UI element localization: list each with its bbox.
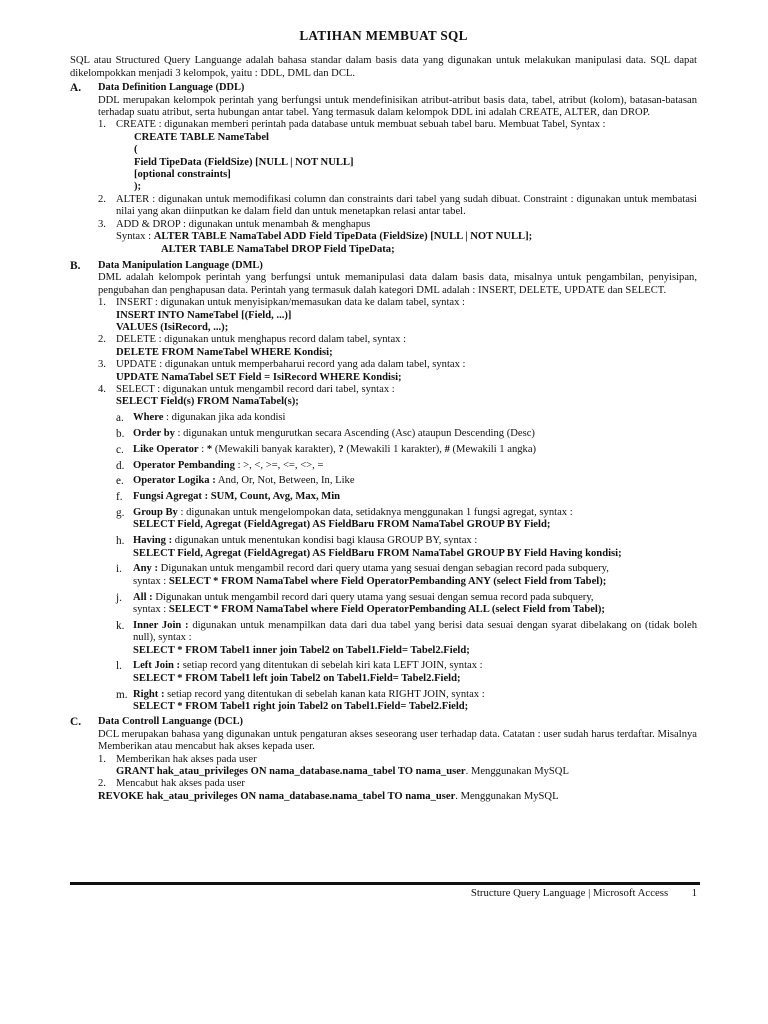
sub-item-text: (Mewakili 1 karakter),: [343, 443, 445, 455]
sub-item-text: :: [198, 443, 207, 455]
intro-paragraph: SQL atau Structured Query Languange adalah bahasa standar dalam basis data yang digunakan untuk melakukan manipulasi data. SQL dapat dikelompokkan menjadi 3 kelompok, yaitu : DDL, DML dan DCL.: [70, 55, 697, 79]
sub-item-letter: k.: [116, 619, 125, 632]
sub-item-text: : >, <, >=, <=, <>, =: [234, 459, 324, 471]
section-dcl: [70, 716, 697, 803]
list-item-grant: [98, 754, 697, 779]
sub-item-text: And, Or, Not, Between, In, Like: [215, 475, 355, 487]
keyword: Operator Logika :: [133, 475, 216, 487]
footer-text: Structure Query Language | Microsoft Access: [470, 887, 669, 899]
page-footer: [70, 887, 697, 899]
sub-item-text: digunakan untuk menentukan kondisi bagi klausa GROUP BY, syntax :: [172, 535, 478, 547]
sub-item-right-join: [116, 689, 697, 714]
sub-item-letter: a.: [116, 412, 124, 425]
section-letter: C.: [70, 716, 82, 729]
item-text: Mencabut hak akses pada user: [116, 778, 245, 790]
item-text: . Menggunakan MySQL: [455, 790, 559, 802]
code-line: SELECT Field(s) FROM NamaTabel(s);: [116, 396, 299, 408]
wildcard: *: [206, 443, 213, 455]
item-number: 2.: [98, 778, 106, 790]
sub-item-text: : digunakan jika ada kondisi: [163, 412, 286, 424]
section-description: DDL merupakan kelompok perintah yang berfungsi untuk mendefinisikan atribut-atribut basis data, tabel, atribut (kolom), batasan-batasan terhadap suatu atribut, serta hubungan antar tabel. Yang termasuk dalam kelompok DDL ini adalah CREATE, ALTER, dan DROP.: [98, 94, 697, 119]
wildcard: ?: [338, 443, 344, 455]
sub-item-letter: i.: [116, 563, 122, 576]
code-line: [optional constraints]: [134, 169, 231, 181]
item-text: ALTER : digunakan untuk memodifikasi column dan constraints dari tabel yang sudah dibuat. Constraint : digunakan untuk membatasi nilai yang akan diinputkan ke dalam field dan untuk menetapkan relasi antar tabel.: [116, 193, 697, 218]
sub-item-text: syntax :: [133, 603, 169, 615]
item-text: ADD & DROP : digunakan untuk menambah & menghapus: [116, 218, 371, 230]
code-line: (: [134, 144, 138, 156]
code-line: VALUES (IsiRecord, ...);: [116, 321, 229, 333]
wildcard: #: [444, 443, 450, 455]
list-item-update: [98, 359, 697, 384]
item-text: INSERT : digunakan untuk menyisipkan/memasukan data ke dalam tabel, syntax :: [116, 297, 465, 309]
item-text: . Menggunakan MySQL: [465, 766, 569, 778]
item-number: 4.: [98, 383, 106, 395]
sub-item-text: syntax :: [133, 575, 169, 587]
footer-divider: [70, 882, 700, 885]
keyword: Operator Pembanding: [133, 459, 235, 471]
list-item-insert: [98, 297, 697, 334]
code-line: INSERT INTO NameTabel [(Field, ...)]: [116, 309, 292, 321]
sub-item-text: (Mewakili banyak karakter),: [212, 443, 339, 455]
item-number: 3.: [98, 359, 106, 371]
code-line: SELECT * FROM NamaTabel where Field OperatorPembanding ANY (select Field from Tabel);: [168, 575, 607, 587]
page-number: 1: [691, 887, 697, 899]
sub-item-letter: h.: [116, 535, 125, 548]
item-number: 2.: [98, 193, 106, 205]
code-line: REVOKE hak_atau_privileges ON nama_database.nama_tabel TO nama_user: [98, 790, 456, 802]
item-text: UPDATE : digunakan untuk memperbaharui record yang ada dalam tabel, syntax :: [116, 359, 466, 371]
sub-item-text: (Mewakili 1 angka): [449, 443, 537, 455]
list-item-delete: [98, 334, 697, 359]
keyword: Like Operator: [133, 443, 199, 455]
syntax-label: Syntax :: [116, 231, 152, 243]
sub-item-letter: c.: [116, 443, 124, 456]
code-line: SELECT * FROM Tabel1 left join Tabel2 on Tabel1.Field= Tabel2.Field;: [133, 672, 461, 684]
keyword: Where: [133, 412, 164, 424]
list-item-create: [98, 119, 697, 193]
item-text: SELECT : digunakan untuk mengambil record dari tabel, syntax :: [116, 383, 395, 395]
section-letter: A.: [70, 82, 82, 95]
item-text: CREATE : digunakan memberi perintah pada database untuk membuat sebuah tabel baru. Membuat Tabel, Syntax :: [116, 119, 606, 131]
code-line: GRANT hak_atau_privileges ON nama_database.nama_tabel TO nama_user: [116, 766, 466, 778]
section-description: DCL merupakan bahasa yang digunakan untuk pengaturan akses seseorang user terhadap data. Catatan : user sudah harus terdaftar. Misalnya Memberikan atau mencabut hak akses kepada user.: [98, 728, 697, 753]
sub-item-letter: d.: [116, 459, 125, 472]
list-item-alter: [98, 194, 697, 219]
list-item-select: [98, 384, 697, 713]
sub-item-text: Digunakan untuk mengambil record dari query utama yang sesuai dengan semua record pada subquery,: [152, 591, 594, 603]
section-dml: [70, 260, 697, 713]
code-line: CREATE TABLE NameTabel: [134, 131, 269, 143]
sub-item-any: [116, 563, 697, 588]
section-letter: B.: [70, 259, 81, 272]
code-line: UPDATE NamaTabel SET Field = IsiRecord WHERE Kondisi;: [116, 371, 402, 383]
code-line: SELECT Field, Agregat (FieldAgregat) AS FieldBaru FROM NamaTabel GROUP BY Field Having kondisi;: [133, 547, 622, 559]
sub-item-letter: j.: [116, 591, 122, 604]
sub-item-letter: b.: [116, 427, 125, 440]
item-number: 2.: [98, 334, 106, 346]
sub-item-text: : digunakan untuk mengurutkan secara Ascending (Asc) ataupun Descending (Desc): [174, 427, 535, 439]
sub-item-having: [116, 535, 697, 560]
sub-item-left-join: [116, 660, 697, 685]
sub-item-fungsi-agregat: [116, 491, 697, 503]
code-line: );: [134, 181, 142, 193]
sub-item-operator-logika: [116, 475, 697, 487]
sub-item-text: setiap record yang ditentukan di sebelah kiri kata LEFT JOIN, syntax :: [180, 660, 483, 672]
list-item-add-drop: [98, 219, 697, 256]
section-ddl: [70, 82, 697, 256]
keyword: Fungsi Agregat : SUM, Count, Avg, Max, Min: [133, 491, 341, 503]
keyword: Any :: [133, 563, 159, 575]
document-page: [70, 30, 697, 803]
keyword: Order by: [133, 427, 175, 439]
code-line: ALTER TABLE NamaTabel DROP Field TipeData;: [161, 243, 395, 255]
list-item-revoke: [98, 778, 697, 803]
code-line: SELECT * FROM Tabel1 inner join Tabel2 on Tabel1.Field= Tabel2.Field;: [133, 644, 470, 656]
item-text: Memberikan hak akses pada user: [116, 753, 257, 765]
code-line: SELECT * FROM Tabel1 right join Tabel2 on Tabel1.Field= Tabel2.Field;: [133, 700, 469, 712]
sub-item-text: : digunakan untuk mengelompokan data, setidaknya menggunakan 1 fungsi agregat, syntax :: [177, 506, 573, 518]
sub-item-all: [116, 592, 697, 617]
sub-item-text: setiap record yang ditentukan di sebelah kanan kata RIGHT JOIN, syntax :: [164, 688, 485, 700]
code-line: Field TipeData (FieldSize) [NULL | NOT NULL]: [134, 156, 354, 168]
sub-item-letter: g.: [116, 506, 125, 519]
sub-item-operator-pembanding: [116, 460, 697, 472]
sub-item-text: Digunakan untuk mengambil record dari query utama yang sesuai dengan sebagian record pada subquery,: [158, 563, 609, 575]
item-number: 3.: [98, 218, 106, 230]
keyword: All :: [133, 591, 153, 603]
section-title: Data Controll Languange (DCL): [98, 716, 243, 728]
code-line: ALTER TABLE NamaTabel ADD Field TipeData (FieldSize) [NULL | NOT NULL];: [153, 231, 533, 243]
item-number: 1.: [98, 753, 106, 765]
sub-item-group-by: [116, 507, 697, 532]
page-title: LATIHAN MEMBUAT SQL: [299, 28, 468, 43]
sub-item-letter: e.: [116, 475, 124, 488]
item-number: 1.: [98, 297, 106, 309]
sub-item-order-by: [116, 428, 697, 440]
keyword: Inner Join :: [133, 619, 189, 631]
sub-item-letter: f.: [116, 491, 123, 504]
code-line: DELETE FROM NameTabel WHERE Kondisi;: [116, 346, 333, 358]
keyword: Left Join :: [133, 660, 181, 672]
sub-item-letter: l.: [116, 660, 122, 673]
section-title: Data Definition Language (DDL): [98, 82, 245, 94]
section-title: Data Manipulation Language (DML): [98, 259, 263, 271]
section-description: DML adalah kelompok perintah yang berfungsi untuk memanipulasi data dalam basis data, misalnya untuk pengambilan, penyisipan, pengubahan dan penghapusan data. Perintah yang termasuk dalah kategori DML adalah : INSERT, DELETE, UPDATE dan SELECT.: [98, 272, 697, 296]
sub-item-like-operator: [116, 444, 697, 456]
sub-item-where: [116, 412, 697, 424]
code-line: SELECT Field, Agregat (FieldAgregat) AS FieldBaru FROM NamaTabel GROUP BY Field;: [133, 519, 551, 531]
item-number: 1.: [98, 119, 106, 131]
sub-item-inner-join: [116, 620, 697, 657]
sub-item-letter: m.: [116, 688, 128, 701]
code-line: SELECT * FROM NamaTabel where Field OperatorPembanding ALL (select Field from Tabel);: [168, 603, 605, 615]
keyword: Having :: [133, 535, 173, 547]
keyword: Group By: [133, 506, 178, 518]
item-text: DELETE : digunakan untuk menghapus record dalam tabel, syntax :: [116, 334, 407, 346]
keyword: Right :: [133, 688, 165, 700]
sub-item-text: digunakan untuk menampilkan data dari dua tabel yang berisi data sesuai dengan syarat dibelakang on (tidak boleh null), syntax :: [133, 619, 698, 644]
